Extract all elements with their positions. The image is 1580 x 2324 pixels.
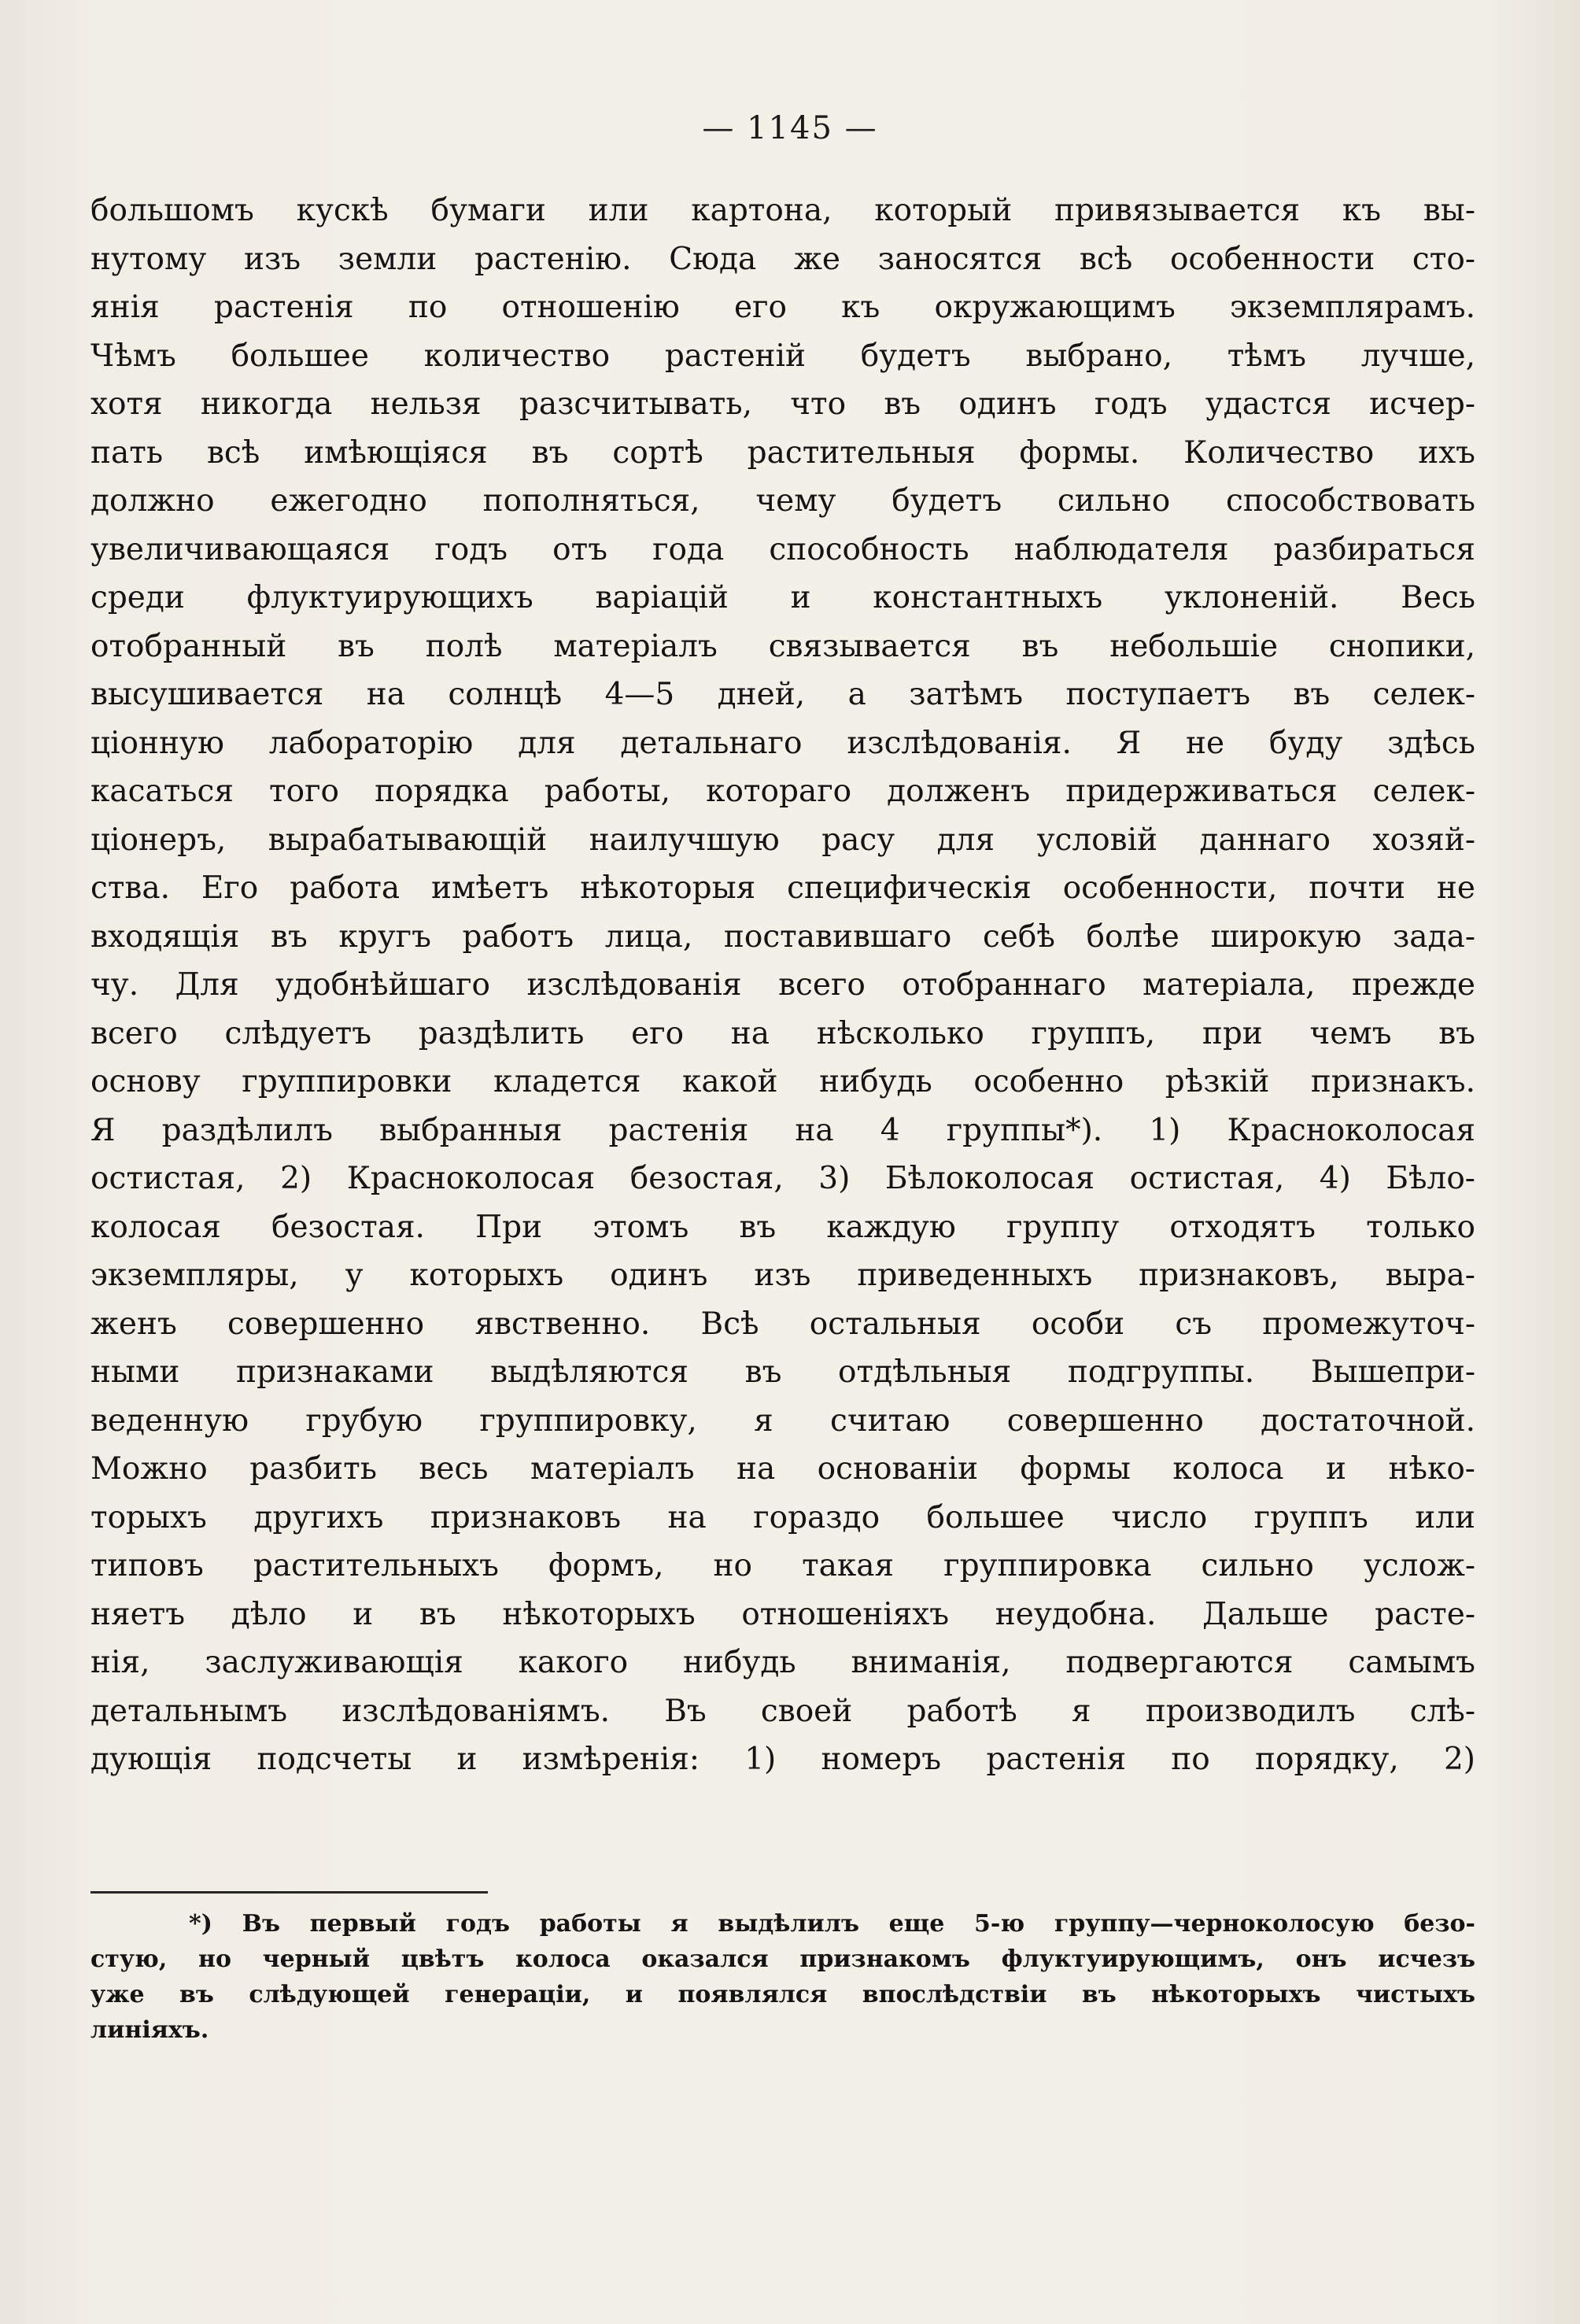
text-line: нія, заслуживающія какого нибудь вниманія, подвергаются самымъ xyxy=(90,1645,1475,1680)
text-line: дующія подсчеты и измѣренія: 1) номеръ растенія по порядку, 2) xyxy=(90,1742,1475,1777)
text-line: экземпляры, у которыхъ одинъ изъ приведенныхъ признаковъ, выра- xyxy=(90,1258,1475,1293)
text-line: основу группировки кладется какой нибудь особенно рѣзкій признакъ. xyxy=(90,1064,1475,1099)
text-line: янія растенія по отношенію его къ окружающимъ экземплярамъ. xyxy=(90,290,1475,325)
text-line: чу. Для удобнѣйшаго изслѣдованія всего отобраннаго матеріала, прежде xyxy=(90,967,1475,1003)
text-line: остистая, 2) Красноколосая безостая, 3) Бѣлоколосая остистая, 4) Бѣло- xyxy=(90,1161,1475,1196)
text-line: ства. Его работа имѣетъ нѣкоторыя специфическія особенности, почти не xyxy=(90,870,1475,906)
text-line: всего слѣдуетъ раздѣлить его на нѣсколько группъ, при чемъ въ xyxy=(90,1015,1475,1051)
text-line: большомъ кускѣ бумаги или картона, который привязывается къ вы- xyxy=(90,193,1475,228)
footnote-line: стую, но черный цвѣтъ колоса оказался признакомъ флуктуирующимъ, онъ исчезъ xyxy=(90,1945,1475,1973)
text-line: детальнымъ изслѣдованіямъ. Въ своей работѣ я производилъ слѣ- xyxy=(90,1693,1475,1729)
text-line: высушивается на солнцѣ 4—5 дней, а затѣмъ поступаетъ въ селек- xyxy=(90,677,1475,712)
footnote-divider xyxy=(90,1891,488,1894)
text-line: входящія въ кругъ работъ лица, поставившаго себѣ болѣе широкую зада- xyxy=(90,918,1475,955)
text-line: должно ежегодно пополняться, чему будетъ сильно способствовать xyxy=(90,483,1475,519)
text-line: веденную грубую группировку, я считаю совершенно достаточной. xyxy=(90,1402,1475,1439)
text-line: Можно разбить весь матеріалъ на основаніи формы колоса и нѣко- xyxy=(90,1451,1475,1487)
text-line: нутому изъ земли растенію. Сюда же заносятся всѣ особенности сто- xyxy=(90,241,1475,277)
text-line: женъ совершенно явственно. Всѣ остальныя особи съ промежуточ- xyxy=(90,1306,1475,1342)
text-line: отобранный въ полѣ матеріалъ связывается въ небольшіе снопики, xyxy=(90,628,1475,664)
text-line: касаться того порядка работы, котораго долженъ придерживаться селек- xyxy=(90,774,1475,809)
footnote-line: уже въ слѣдующей генераціи, и появлялся впослѣдствіи въ нѣкоторыхъ чистыхъ xyxy=(90,1981,1475,2008)
text-line: ціонную лабораторію для детальнаго изслѣдованія. Я не буду здѣсь xyxy=(90,725,1475,761)
footnote xyxy=(90,1906,1475,2048)
footnote-line: *) Въ первый годъ работы я выдѣлилъ еще 5-ю группу—черноколосую безо- xyxy=(189,1910,1475,1938)
text-line: ціонеръ, вырабатывающій наилучшую расу для условій даннаго хозяй- xyxy=(90,822,1475,858)
text-line: ными признаками выдѣляются въ отдѣльныя подгруппы. Вышепри- xyxy=(90,1354,1475,1390)
text-line: Я раздѣлилъ выбранныя растенія на 4 группы*). 1) Красноколосая xyxy=(90,1112,1475,1148)
text-line: торыхъ другихъ признаковъ на гораздо большее число группъ или xyxy=(90,1499,1475,1535)
body-text xyxy=(90,187,1475,1784)
text-line: колосая безостая. При этомъ въ каждую группу отходятъ только xyxy=(90,1209,1475,1245)
text-line: типовъ растительныхъ формъ, но такая группировка сильно услож- xyxy=(90,1548,1475,1583)
text-line: няетъ дѣло и въ нѣкоторыхъ отношеніяхъ неудобна. Дальше расте- xyxy=(90,1596,1475,1632)
text-line: хотя никогда нельзя разсчитывать, что въ одинъ годъ удастся исчер- xyxy=(90,386,1475,422)
text-line: пать всѣ имѣющіяся въ сортѣ растительныя формы. Количество ихъ xyxy=(90,434,1475,471)
footnote-line: линіяхъ. xyxy=(90,2016,209,2044)
page-number: — 1145 — xyxy=(702,110,878,146)
text-line: увеличивающаяся годъ отъ года способность наблюдателя разбираться xyxy=(90,531,1475,567)
text-line: Чѣмъ большее количество растеній будетъ выбрано, тѣмъ лучше, xyxy=(90,338,1475,374)
text-line: среди флуктуирующихъ варіацій и константныхъ уклоненій. Весь xyxy=(90,580,1475,615)
